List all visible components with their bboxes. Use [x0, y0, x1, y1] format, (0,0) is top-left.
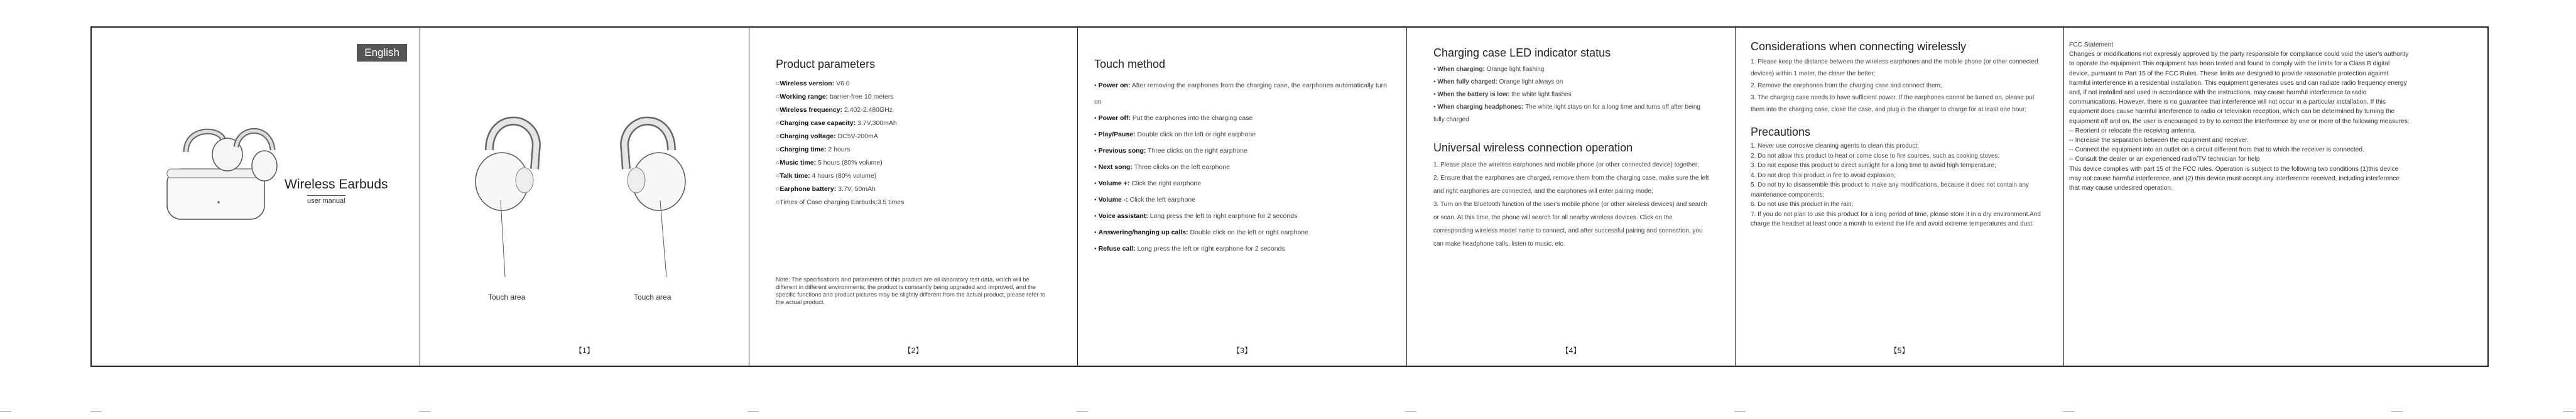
parameter-item: ○Times of Case charging Earbuds:3.5 times: [776, 199, 905, 206]
parameters-note: Note: The specifications and parameters of this product are all laboratory test data, which will be different in different environments; the product is constantly being upgraded and improved, and the specific functions and product pictures may be slightly different from the actual product, please refer to the actual product.: [776, 276, 1046, 306]
touch-item: • Power on: After removing the earphones from the charging case, the earphones automatically turn on: [1094, 82, 1387, 106]
led-item: • When charging: Orange light flashing: [1433, 66, 1545, 73]
precaution-item: 2. Do not allow this product to heat or come close to fire sources, such as cooking stoves;: [1751, 152, 2000, 160]
cover-panel: [92, 28, 420, 366]
crop-marks: [0, 411, 2576, 419]
page-number: 【5】: [1889, 346, 1910, 355]
precaution-item: 4. Do not drop this product in fire to avoid explosion;: [1751, 171, 1896, 179]
product-parameters-panel: [749, 28, 1078, 366]
precaution-item: 6. Do not use this product in the rain;: [1751, 201, 1854, 208]
connection-step: 2. Ensure that the earphones are charged, remove them from the charging case, make sure the left and right earphones are connected, and the earphones will enter pairing mode;: [1433, 175, 1709, 195]
led-item: • When fully charged: Orange light always on: [1433, 79, 1563, 85]
left-touch-area-label: Touch area: [488, 293, 526, 302]
touch-item: • Volume +: Click the right earphone: [1094, 180, 1202, 187]
led-connection-panel: [1407, 28, 1736, 366]
consideration-item: 1. Please keep the distance between the wireless earphones and the mobile phone (or other connected devices) within 1 meter, the closer the better;: [1751, 58, 2038, 77]
touch-item: • Previous song: Three clicks on the right earphone: [1094, 147, 1247, 155]
parameter-item: ○Charging case capacity: 3.7V,300mAh: [776, 119, 897, 127]
page-number: 【3】: [1232, 346, 1252, 355]
product-parameters-title: Product parameters: [776, 58, 876, 70]
fcc-body: Changes or modifications not expressly approved by the party responsible for compliance could void the user's authority to operate the equipment.This equipment has been tested and found to comply with the limits for a Class B digital device, pursuant to Part 15 of the FCC Rules. These limits are designed to provide reasonable protection against harmful interference in a residential installation. This equipment generates uses and can radiate radio frequency energy and, if not installed and used in accordance with the instructions, may cause harmful interference to radio communications. However, there is no guarantee that interference will not occur in a particular installation. If this equipment does cause harmful interference to radio or television reception, which can be determined by turning the equipment off and on, the user is encouraged to try to correct the interference by one or more of the following measures:: [2069, 51, 2410, 125]
touch-item: • Next song: Three clicks on the left earphone: [1094, 163, 1230, 171]
universal-connection-list: [1433, 158, 1713, 251]
precaution-item: 5. Do not try to disassemble this product to make any modifications, because it does not contain any maintenance components;: [1751, 182, 2030, 199]
considerations-title: Considerations when connecting wirelessly: [1751, 40, 1967, 53]
precautions-title: Precautions: [1751, 126, 1811, 138]
universal-connection-title: Universal wireless connection operation: [1433, 141, 1633, 154]
fcc-measure: -- Connect the equipment into an outlet on a circuit different from that to which the receiver is connected.: [2069, 146, 2364, 154]
right-earbud-illustration: [609, 106, 697, 282]
fcc-title: FCC Statement: [2069, 41, 2114, 48]
touch-item: • Voice assistant: Long press the left to right earphone for 2 seconds: [1094, 212, 1298, 220]
led-status-title: Charging case LED indicator status: [1433, 46, 1611, 59]
precaution-item: 7. If you do not plan to use this product for a long period of time, please store it in a dry environment.And charge the headset at least once a month to extend the life and avoid extreme temperatures and dust.: [1751, 210, 2041, 227]
precaution-item: 1. Never use corrosive cleaning agents to clean this product;: [1751, 143, 1919, 150]
right-touch-area-label: Touch area: [634, 293, 671, 302]
manual-sheet: [90, 26, 2489, 367]
touch-method-title: Touch method: [1094, 58, 1166, 70]
touch-item: • Power off: Put the earphones into the charging case: [1094, 114, 1253, 122]
touch-item: • Play/Pause: Double click on the left or right earphone: [1094, 131, 1256, 138]
parameters-list: [776, 77, 1052, 209]
touch-item: • Volume -: Click the left earphone: [1094, 196, 1196, 204]
touch-method-panel: [1078, 28, 1407, 366]
touch-item: • Answering/hanging up calls: Double click on the left or right earphone: [1094, 229, 1308, 236]
touch-method-list: [1094, 77, 1389, 257]
fcc-statement: [2069, 40, 2411, 193]
led-item: • When the battery is low: the white light flashes: [1433, 91, 1572, 98]
parameter-item: ○Working range: barrier-free 10 meters: [776, 93, 894, 101]
connection-step: 1. Please place the wireless earphones and mobile phone (or other connected device) together;: [1433, 161, 1700, 168]
parameter-item: ○Talk time: 4 hours (80% volume): [776, 172, 877, 180]
connection-step: 3. Turn on the Bluetooth function of the user's mobile phone (or other wireless devices) and search or scan. At this time, the phone will search for all nearby wireless devices. Click on the corresponding wireless model name to connect, and after successful pairing and connection, you can make headphone calls, listen to music, etc.: [1433, 201, 1708, 248]
parameter-item: ○Wireless version: V6.0: [776, 80, 850, 87]
figure-panel: [420, 28, 749, 366]
fcc-measure: -- Increase the separation between the equipment and receiver.: [2069, 137, 2249, 144]
fcc-measure: -- Reorient or relocate the receiving antenna.: [2069, 127, 2197, 134]
considerations-list: [1751, 56, 2046, 116]
parameter-item: ○Charging time: 2 hours: [776, 146, 851, 153]
earbuds-case-illustration: [161, 122, 280, 222]
precaution-item: 3. Do not expose this product to direct sunlight for a long time to avoid high temperature;: [1751, 162, 1996, 169]
fcc-panel: [2064, 28, 2487, 366]
left-earbud-illustration: [464, 106, 552, 282]
fcc-footer: This device complies with part 15 of the FCC rules. Operation is subject to the following two conditions (1)this device may not cause harmful interference, and (2) this device must accept any interference received, including interference that may cause undesired operation.: [2069, 165, 2400, 192]
page-number: 【4】: [1561, 346, 1581, 355]
consideration-item: 2. Remove the earphones from the charging case and connect them;: [1751, 82, 1942, 89]
considerations-panel: [1736, 28, 2064, 366]
page-number: 【1】: [575, 346, 594, 355]
led-status-list: [1433, 63, 1713, 126]
parameter-item: ○Earphone battery: 3.7V, 50mAh: [776, 185, 876, 193]
parameter-item: ○Charging voltage: DC5V-200mA: [776, 133, 878, 140]
language-badge: English: [357, 44, 407, 62]
led-item: • When charging headphones: The white light stays on for a long time and turns off after being fully charged: [1433, 104, 1700, 123]
consideration-item: 3. The charging case needs to have sufficient power. If the earphones cannot be turned on, please put them into the charging case, close the case, and plug in the charger to charge for at least one hour;: [1751, 94, 2035, 113]
fcc-measure: -- Consult the dealer or an experienced radio/TV technician for help: [2069, 156, 2260, 163]
page-number: 【2】: [903, 346, 923, 355]
cover-title: Wireless Earbuds: [285, 177, 388, 192]
parameter-item: ○Music time: 5 hours (80% volume): [776, 159, 883, 166]
cover-subtitle: user manual: [307, 195, 345, 205]
touch-item: • Refuse call: Long press the left or right earphone for 2 seconds: [1094, 245, 1285, 253]
precautions-list: [1751, 141, 2046, 229]
parameter-item: ○Wireless frequency: 2.402-2.480GHz: [776, 106, 893, 114]
